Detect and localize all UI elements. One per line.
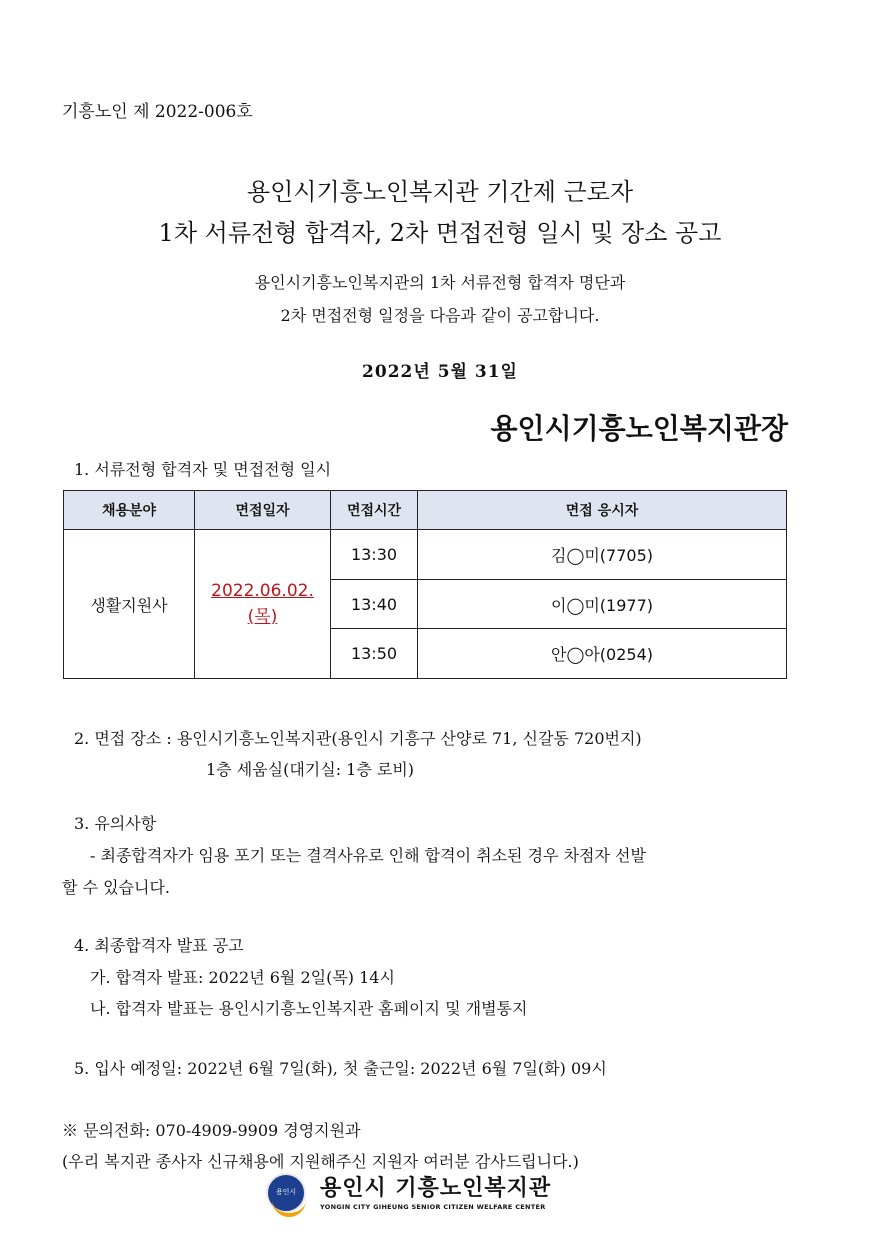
section4-heading: 4. 최종합격자 발표 공고 (74, 936, 244, 955)
intro-line-1: 용인시기흥노인복지관의 1차 서류전형 합격자 명단과 (254, 273, 626, 292)
section4-item-1: 가. 합격자 발표: 2022년 6월 2일(목) 14시 (90, 968, 395, 987)
title-line-1: 용인시기흥노인복지관 기간제 근로자 (246, 178, 634, 206)
intro-line-2: 2차 면접전형 일정을 다음과 같이 공고합니다. (280, 306, 600, 325)
candidate-cell: 안◯아(0254) (418, 629, 787, 679)
interview-schedule-table (63, 490, 787, 679)
title-line-2: 1차 서류전형 합격자, 2차 면접전형 일시 및 장소 공고 (158, 219, 722, 247)
section5-start-date: 5. 입사 예정일: 2022년 6월 7일(화), 첫 출근일: 2022년 6월 7일(화) 09시 (74, 1059, 607, 1078)
section1-heading: 1. 서류전형 합격자 및 면접전형 일시 (74, 460, 332, 479)
logo-english-name: YONGIN CITY GIHEUNG SENIOR CITIZEN WELFARE CENTER (320, 1203, 546, 1211)
announcement-date: 2022년 5월 31일 (362, 362, 518, 382)
field-cell: 생활지원사 (64, 530, 195, 679)
time-cell: 13:50 (331, 629, 418, 679)
time-cell: 13:40 (331, 579, 418, 629)
header-candidate: 면접 응시자 (418, 491, 787, 530)
interview-date: 2022.06.02. (211, 581, 314, 602)
emblem-icon (266, 1173, 306, 1213)
header-date: 면접일자 (195, 491, 331, 530)
time-cell: 13:30 (331, 530, 418, 580)
header-time: 면접시간 (331, 491, 418, 530)
section4-item-2: 나. 합격자 발표는 용인시기흥노인복지관 홈페이지 및 개별통지 (90, 999, 528, 1018)
section2-room: 1층 세움실(대기실: 1층 로비) (206, 760, 415, 779)
table-row (64, 530, 787, 580)
header-field: 채용분야 (64, 491, 195, 530)
emblem-text: 용인시 (275, 1188, 297, 1196)
emblem-swoosh-icon (272, 1199, 306, 1217)
table-header-row (64, 491, 787, 530)
candidate-cell: 김◯미(7705) (418, 530, 787, 580)
welfare-center-logo (266, 1171, 556, 1217)
document-number: 기흥노인 제 2022-006호 (62, 102, 253, 122)
section3-note-line-1: - 최종합격자가 임용 포기 또는 결격사유로 인해 합격이 취소된 경우 차점자 선발 (90, 846, 646, 865)
interview-day: (목) (247, 607, 278, 628)
section3-note-line-2: 할 수 있습니다. (62, 878, 170, 897)
candidate-cell: 이◯미(1977) (418, 579, 787, 629)
logo-name: 용인시 기흥노인복지관 (320, 1176, 552, 1201)
section3-heading: 3. 유의사항 (74, 814, 157, 833)
contact-phone: ※ 문의전화: 070-4909-9909 경영지원과 (62, 1121, 361, 1140)
interview-date-cell (195, 530, 331, 679)
signature: 용인시기흥노인복지관장 (490, 412, 788, 445)
thanks-note: (우리 복지관 종사자 신규채용에 지원해주신 지원자 여러분 감사드립니다.) (62, 1152, 579, 1171)
section2-location: 2. 면접 장소 : 용인시기흥노인복지관(용인시 기흥구 산양로 71, 신갈동 720번지) (74, 729, 642, 748)
